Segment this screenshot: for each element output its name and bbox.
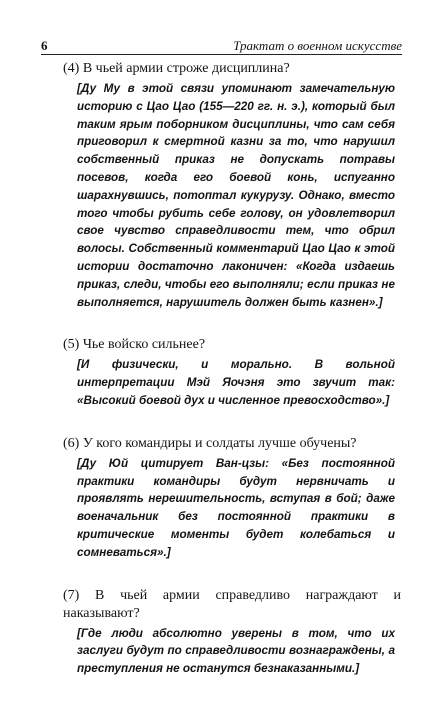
commentary-6: [Ду Юй цитирует Ван-цзы: «Без постоянной практики командиры будут нервничать и проявлять нерешительность, вступая в бой; даже военачальник без постоянной практики в критические моменты будет колебаться и сомневаться».] (77, 456, 395, 559)
section-6 (63, 435, 401, 562)
page-body (63, 60, 401, 703)
page-number: 6 (41, 38, 48, 53)
question-5: (5) Чье войско сильнее? (63, 337, 206, 353)
commentary-7: [Где люди абсолютно уверены в том, что их заслуги будут по справедливости вознаграждены, а преступления не останутся безнаказанными.] (77, 626, 395, 676)
running-title: Трактат о военном искусстве (233, 38, 402, 53)
question-7: (7) В чьей армии справедливо награждают и наказывают? (63, 587, 401, 621)
question-6: (6) У кого командиры и солдаты лучше обучены? (63, 435, 357, 451)
section-7 (63, 587, 401, 678)
page-header (41, 37, 402, 55)
section-4 (63, 60, 401, 311)
commentary-5: [И физически, и морально. В вольной интерпретации Мэй Яочэня это звучит так: «Высокий боевой дух и численное превосходство».] (77, 358, 395, 407)
section-5 (63, 336, 401, 409)
question-4: (4) В чьей армии строже дисциплина? (63, 61, 290, 76)
commentary-4: [Ду Му в этой связи упоминают замечательную историю с Цао Цао (155—220 гг. н. э.), который был таким ярым поборником дисциплины, что сам себя приговорил к смертной казни за то, что нарушил собственный приказ не допускать потравы посевов, когда его боевой конь, испуганно шарахнувшись, потоптал кукурузу. Однако, вместо того чтобы рубить себе голову, он удовлетворил свое чувство справедливости тем, что обрил волосы. Собственный комментарий Цао Цао к этой истории достаточно лаконичен: «Когда издаешь приказ, следи, чтобы его выполняли; если приказ не выполняется, нарушитель должен быть казнен».] (77, 82, 395, 309)
